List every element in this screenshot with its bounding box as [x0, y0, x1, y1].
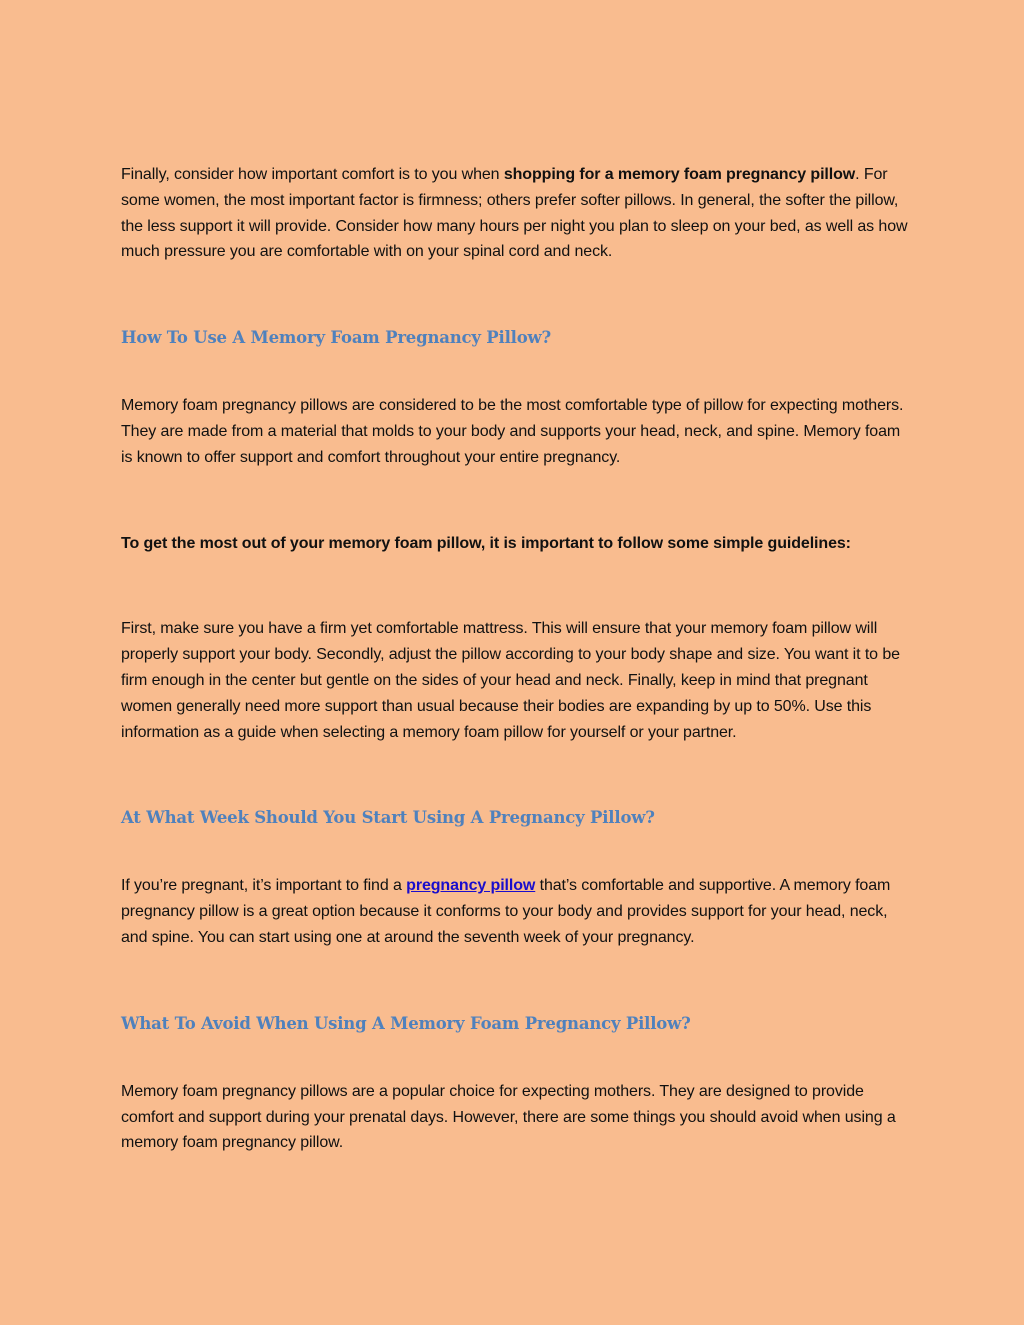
heading-what-week: At What Week Should You Start Using A Pregnancy Pillow? — [121, 808, 655, 828]
heading-how-to-use: How To Use A Memory Foam Pregnancy Pillow? — [121, 328, 551, 348]
when-text-start: If you’re pregnant, it’s important to find a — [121, 877, 407, 895]
when-text-end: that’s comfortable and supportive. A memory foam pregnancy pillow is a great option because it conforms to your body and provides support for your head, neck, and spine. You can start using one at around the seventh week of your pregnancy. — [121, 877, 891, 946]
intro-text-end: . For some women, the most important factor is firmness; others prefer softer pillows. In general, the softer the pillow, the less support it will provide. Consider how many hours per night you plan to sleep on your bed, as well as how much pressure you are comfortable with on your spinal cord and neck. — [121, 166, 908, 261]
guidelines-lead: To get the most out of your memory foam pillow, it is important to follow some simple guidelines: — [121, 534, 851, 552]
intro-paragraph — [121, 162, 911, 265]
paragraph-when-to-start — [121, 873, 911, 950]
article-body — [121, 162, 911, 1156]
intro-bold-phrase: shopping for a memory foam pregnancy pillow — [503, 166, 856, 183]
heading-what-to-avoid: What To Avoid When Using A Memory Foam Pregnancy Pillow? — [121, 1013, 691, 1033]
pregnancy-pillow-link[interactable]: pregnancy pillow — [406, 877, 536, 895]
paragraph-memory-foam-comfort: Memory foam pregnancy pillows are considered to be the most comfortable type of pillow for expecting mothers. They are made from a material that molds to your body and supports your head, neck, and spine. Memory foam is known to offer support and comfort throughout your entire pregnancy. — [121, 397, 904, 466]
paragraph-what-to-avoid: Memory foam pregnancy pillows are a popular choice for expecting mothers. They are designed to provide comfort and support during your prenatal days. However, there are some things you should avoid when using a memory foam pregnancy pillow. — [121, 1082, 896, 1152]
paragraph-guidelines: First, make sure you have a firm yet comfortable mattress. This will ensure that your memory foam pillow will properly support your body. Secondly, adjust the pillow according to your body shape and size. You want it to be firm enough in the center but gentle on the sides of your head and neck. Finally, keep in mind that pregnant women generally need more support than usual because their bodies are expanding by up to 50%. Use this information as a guide when selecting a memory foam pillow for yourself or your partner. — [121, 620, 900, 741]
intro-text-start: Finally, consider how important comfort is to you when — [121, 166, 504, 183]
